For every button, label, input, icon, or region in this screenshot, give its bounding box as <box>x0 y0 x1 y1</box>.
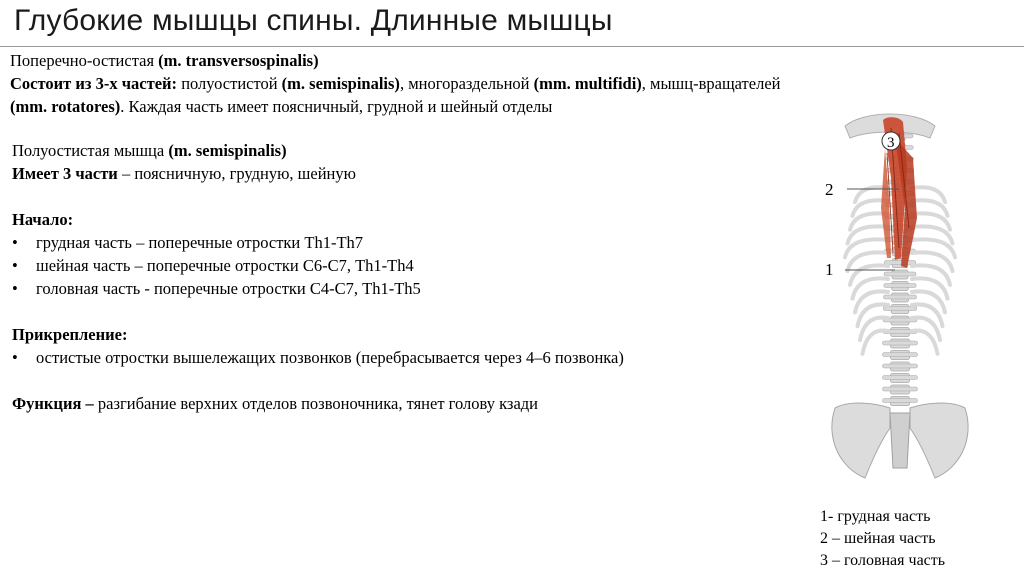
intro-line-3 <box>10 95 910 118</box>
function-bold: Функция – <box>12 394 94 413</box>
intro-latin: (m. semispinalis) <box>281 74 400 93</box>
insertion-heading-text: Прикрепление: <box>12 325 128 344</box>
legend-item: 1- грудная часть <box>820 508 931 525</box>
muscle-name-latin: (m. semispinalis) <box>168 141 287 160</box>
intro-bold: Состоит из 3-х частей: <box>10 74 178 93</box>
transverse-process <box>883 353 918 357</box>
spine-svg <box>795 108 1005 508</box>
transverse-process <box>883 364 918 368</box>
intro-latin: (mm. rotatores) <box>10 97 121 116</box>
muscle-name <box>12 139 662 162</box>
intro-text: , мышц-вращателей <box>641 74 781 93</box>
legend-item: 2 – шейная часть <box>820 530 936 547</box>
spacer <box>12 369 662 392</box>
figure-legend <box>820 506 945 572</box>
intro-line-2 <box>10 72 910 95</box>
intro-block <box>10 49 910 118</box>
page-title: Глубокие мышцы спины. Длинные мышцы <box>14 4 613 37</box>
muscle-parts-text: – поясничную, грудную, шейную <box>117 164 356 183</box>
muscle-parts <box>12 162 662 185</box>
legend-item: 3 – головная часть <box>820 552 946 569</box>
rib <box>853 278 889 298</box>
origin-item: • грудная часть – поперечные отростки Th1-Th7 <box>12 231 662 254</box>
label-1: 1 <box>825 260 834 279</box>
semispinalis-section <box>12 139 662 415</box>
spacer <box>12 185 662 208</box>
intro-line-1 <box>10 49 910 72</box>
transverse-process <box>883 399 918 403</box>
pelvis-right <box>910 403 968 478</box>
muscle-parts-bold: Имеет 3 части <box>12 164 118 183</box>
function-line <box>12 392 662 415</box>
intro-text: . Каждая часть имеет поясничный, грудной и шейный отделы <box>120 97 553 116</box>
transverse-process <box>883 376 918 380</box>
intro-latin: (m. transversospinalis) <box>158 51 319 70</box>
intro-text: Поперечно-остистая <box>10 51 159 70</box>
sacrum <box>890 413 910 468</box>
transverse-process <box>883 387 918 391</box>
pelvis-left <box>832 403 890 478</box>
label-3: 3 <box>887 135 895 151</box>
origin-item: • шейная часть – поперечные отростки С6-С7, Th1-Th4 <box>12 254 662 277</box>
spacer <box>12 300 662 323</box>
transverse-process <box>884 272 916 276</box>
intro-text: , многораздельной <box>399 74 534 93</box>
transverse-process <box>883 341 918 345</box>
function-text: разгибание верхних отделов позвоночника, тянет голову кзади <box>93 394 538 413</box>
transverse-process <box>884 284 917 288</box>
title-divider <box>0 46 1024 47</box>
insertion-heading <box>12 323 662 346</box>
transverse-process <box>883 307 917 311</box>
muscle-name-text: Полуостистая мышца <box>12 141 169 160</box>
label-2: 2 <box>825 180 834 199</box>
intro-latin: (mm. multifidi) <box>533 74 642 93</box>
transverse-process <box>884 295 917 299</box>
origin-item: • головная часть - поперечные отростки С4-С7, Th1-Th5 <box>12 277 662 300</box>
insertion-item: • остистые отростки вышележащих позвонков (перебрасывается через 4–6 позвонка) <box>12 346 662 369</box>
spine-illustration <box>795 108 1005 508</box>
rib <box>912 278 948 298</box>
transverse-process <box>884 261 916 265</box>
intro-text: полуостистой <box>177 74 282 93</box>
origin-heading <box>12 208 662 231</box>
origin-heading-text: Начало: <box>12 210 74 229</box>
